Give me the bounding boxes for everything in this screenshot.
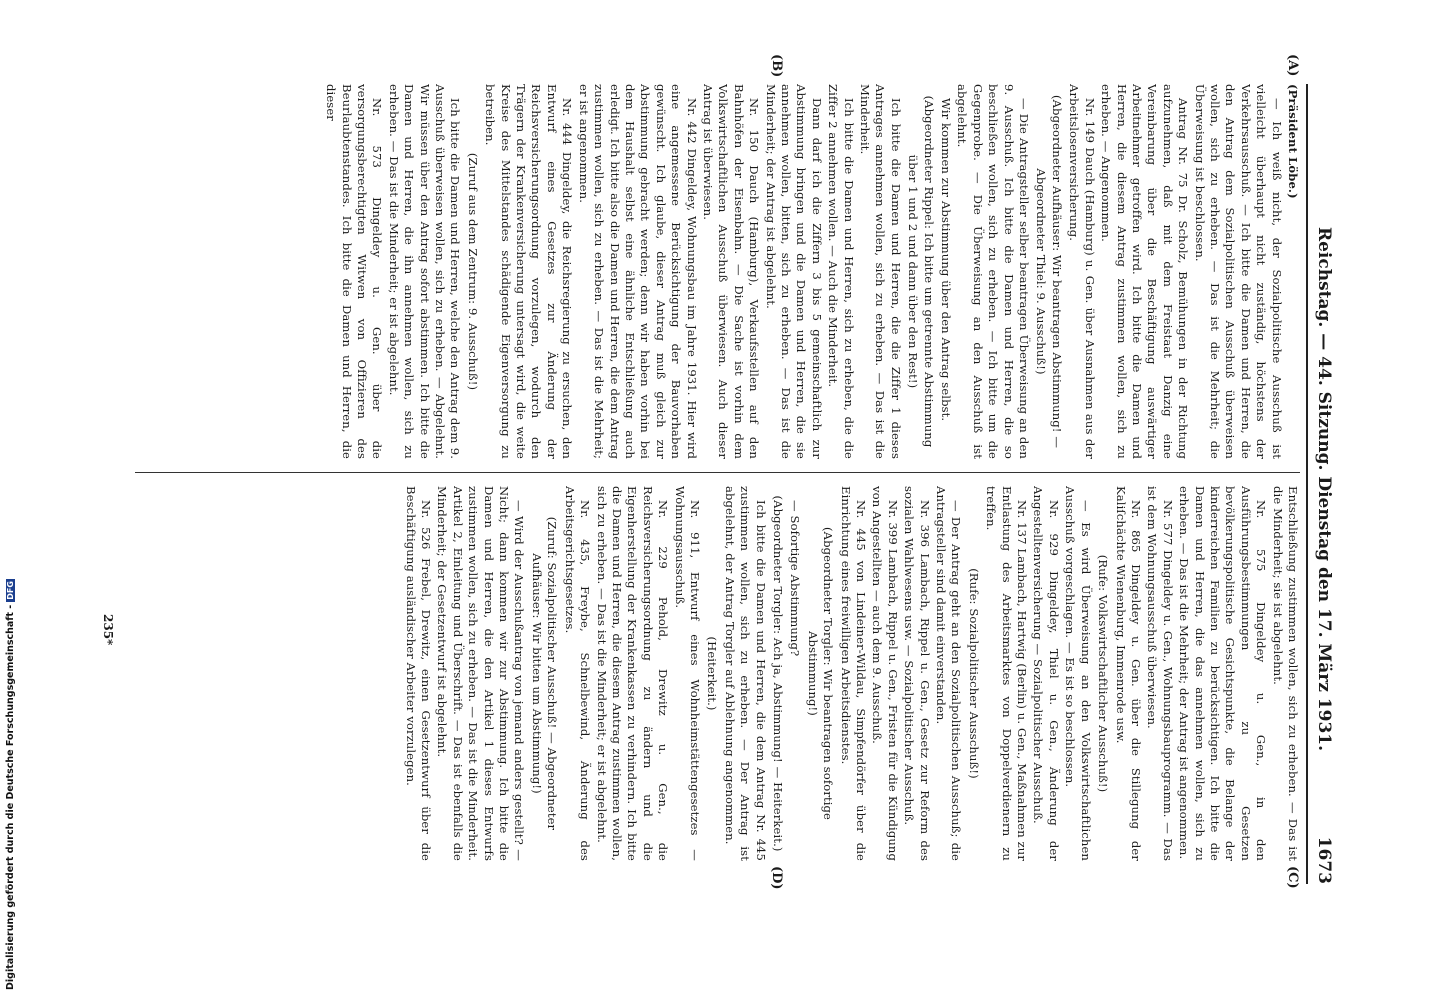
digitization-credit — [5, 579, 16, 990]
paragraph: Ich bitte die Damen und Herren, sich zu erheben, die die Ziffer 2 annehmen wollen. — Auch die Minderheit. — [826, 84, 856, 459]
margin-marker-b: (B) — [769, 54, 784, 78]
paragraph: Ich bitte die Damen und Herren, die dem Antrag Nr. 445 zustimmen wollen, sich zu erheben. — Der Antrag ist abgelehnt, der Antrag Torgler auf Ablehnung angenommen. — [722, 486, 768, 861]
speaker-label: (Präsident Löbe.) — [1286, 84, 1300, 199]
interjection: (Abgeordneter Aufhäuser: Wir beantragen Abstimmung! — Abgeordneter Thiel: 9. Ausschuß!) — [1034, 94, 1064, 449]
paragraph: Nr. 929 Dingeldey, Thiel u. Gen., Änderung der Angestelltenversicherung — Sozialpolitischer Ausschuß. — [1031, 486, 1061, 861]
interjection: (Rufe: Volkswirtschaftlicher Ausschuß!) — [1096, 554, 1111, 793]
paragraph: Nr. 149 Dauch (Hamburg) u. Gen. über Ausnahmen aus der Arbeitslosenversicherung. — [1067, 84, 1097, 459]
paragraph: Nr. 150 Dauch (Hamburg), Verkaufsstellen auf den Bahnhöfen der Eisenbahn. — Die Sache ist vorhin dem Volkswirtschaftlichen Ausschuß überwiesen. Auch dieser Antrag ist überwiesen. — [700, 84, 762, 459]
paragraph: Nr. 444 Dingeldey, die Reichsregierung zu ersuchen, den Entwurf eines Gesetzes zur Änderung der Reichsversicherungsordnung vorzulegen, wodurch den Trägern der Krankenversicherung untersagt wird, die weite Kreise des Mittelstandes schädigende Eigenversorgung zu betreiben. — [483, 84, 575, 459]
paragraph: Ich bitte die Damen und Herren, die die Ziffer 1 dieses Antrages annehmen wollen, sich zu erheben. — Das ist die Minderheit. — [858, 84, 903, 459]
header-rule — [1306, 84, 1308, 884]
right-column — [130, 486, 1300, 861]
left-column — [130, 84, 1300, 459]
paragraph: Nr. 137 Lambach, Hartwig (Berlin) u. Gen., Maßnahmen zur Entlastung des Arbeitsmarktes von Doppelverdienern zu treffen. — [984, 486, 1030, 861]
credit-text: Digitalisierung gefördert durch die Deutsche Forschungsgemeinschaft - — [5, 604, 16, 990]
paragraph: Nr. 526 Frebel, Drewitz, einen Gesetzentwurf über die Beschäftigung ausländischer Arbeiter vorzulegen. — [403, 486, 434, 861]
paragraph: Nr. 399 Lambach, Rippel u. Gen., Fristen für die Kündigung von Angestellten — auch dem 9. Ausschuß. — [870, 486, 900, 861]
document-page — [90, 54, 1340, 894]
margin-marker-d: (D) — [769, 866, 784, 890]
paragraph: — Die Antragsteller selber beantragen Überweisung an den 9. Ausschuß. Ich bitte die Damen und Herren, die so beschließen wollen, sich zu erheben. — Ich bitte um die Gegenprobe. — Die Überweisung an den Ausschuß ist abgelehnt. — [955, 84, 1032, 459]
interjection: (Heiterkeit.) — [705, 636, 720, 711]
margin-marker-a: (A) — [1285, 54, 1300, 77]
interjection: (Zuruf: Sozialpolitischer Ausschuß! — Abgeordneter Aufhäuser: Wir bitten um Abstimmung!) — [529, 516, 560, 831]
paragraph: Entschließung zustimmen wollen, sich zu erheben. — Das ist die Minderheit; sie ist abgelehnt. — [1270, 486, 1300, 861]
paragraph: Nr. 396 Lambach, Rippel u. Gen., Gesetz zur Reform des sozialen Wahlwesens usw. — Sozialpolitischer Ausschuß. — [902, 486, 932, 861]
paragraph: — Der Antrag geht an den Sozialpolitischen Ausschuß; die Antragsteller sind damit einverstanden. — [934, 486, 964, 861]
paragraph: Nr. 865 Dingeldey u. Gen. über die Stillegung der Kaliſchächte Wienenburg, Immenrode usw. — [1113, 486, 1143, 861]
column-divider — [135, 472, 1300, 473]
paragraph: Nr. 229 Pehold, Drewitz u. Gen., die Reichsversicherungsordnung zu ändern und die Eigenherstellung der Krankenkassen zu verhindern. Ich bitte die Damen und Herren, die diesem Antrag zustimmen wollen, sich zu erheben. — Das ist die Minderheit; er ist abgelehnt. — [594, 486, 671, 861]
paragraph: Nr. 577 Dingeldey u. Gen., Wohnungsbauprogramm. — Das ist dem Wohnungsausschuß überwiesen. — [1145, 486, 1175, 861]
interjection: (Rufe: Sozialpolitischer Ausschuß!) — [966, 568, 981, 779]
paragraph: Nr. 911, Entwurf eines Wohnheimstättengesetzes — Wohnungsausschuß. — [672, 486, 702, 861]
page-number: 1673 — [1314, 836, 1334, 884]
paragraph: — Sofortige Abstimmung? — [788, 500, 803, 657]
interjection: (Abgeordneter Torgler: Wir beantragen sofortige Abstimmung!) — [805, 526, 836, 821]
paragraph: Nr. 442 Dingeldey, Wohnungsbau im Jahre 1931. Hier wird eine angemessene Berücksichtigung der Bauvorhaben gewünscht. Ich glaube, dieser Antrag muß gleich zur Abstimmung gebracht werden; denn wir haben vorhin bei dem Haushalt selbst eine ähnliche Entschließung auch erledigt. Ich bitte also die Damen und Herren, die dem Antrag zustimmen wollen, sich zu erheben. — Das ist die Mehrheit; er ist angenommen. — [576, 84, 699, 459]
dfg-logo: DFG — [6, 581, 15, 600]
margin-marker-c: (C) — [1285, 866, 1300, 889]
paragraph: Antrag Nr. 75 Dr. Scholz, Bemühungen in der Richtung aufzunehmen, daß mit dem Freistaat Danzig eine Vereinbarung über die Beschäftigung auswärtiger Arbeitnehmer getroffen wird. Ich bitte die Damen und Herren, die diesem Antrag zustimmen wollen, sich zu erheben. — Angenommen. — [1099, 84, 1191, 459]
paragraph: Wir kommen zur Abstimmung über den Antrag selbst. — [939, 98, 954, 422]
interjection: (Abgeordneter Torgler: Ach ja, Abstimmung! — Heiterkeit.) — [771, 495, 785, 852]
interjection: (Zuruf aus dem Zentrum: 9. Ausschuß!) — [465, 152, 480, 391]
signature-mark: 235* — [101, 614, 115, 646]
paragraph: Nr. 445 von Lindeiner-Wildau, Simpfendörfer über die Einrichtung eines freiwilligen Arbeitsdienstes. — [838, 486, 869, 861]
paragraph: — Wird der Ausschußantrag von jemand anders gestellt? — Nicht; dann kommen wir zur Abstimmung. Ich bitte die Damen und Herren, die den Artikel 1 dieses Entwurfs zustimmen wollen, sich zu erheben. — Das ist die Minderheit. Artikel 2, Einleitung und Überschrift. — Das ist ebenfalls die Minderheit; der Gesetzentwurf ist abgelehnt. — [435, 486, 527, 861]
page-header — [1306, 84, 1334, 884]
paragraph: Nr. 575 Dingeldey u. Gen., in den Ausführungsbestimmungen zu Gesetzen bevölkerungspolitische Gesichtspunkte, die Belange der kinderreichen Familien zu berücksichtigen. Ich bitte die Damen und Herren, die das annehmen wollen, sich zu erheben. — Das ist die Mehrheit; der Antrag ist angenommen. — [1177, 486, 1269, 861]
interjection: (Abgeordneter Rippel: Ich bitte um getrennte Abstimmung über 1 und 2 und dann über den Rest!) — [906, 95, 936, 448]
paragraph: Nr. 573 Dingeldey u. Gen. über die versorgungsberechtigten Witwen von Offizieren des Beurlaubtenstandes. Ich bitte die Damen und Herren, die dieser — [324, 84, 385, 459]
paragraph: — Ich weiß nicht, der Sozialpolitische Ausschuß ist vielleicht überhaupt nicht zuständig, höchstens der Verkehrsausschuß. — Ich bitte die Damen und Herren, die den Antrag dem Sozialpolitischen Ausschuß überweisen wollen, sich zu erheben. — Das ist die Mehrheit; die Überweisung ist beschlossen. — [1192, 84, 1284, 459]
paragraph: — Es wird Überweisung an den Volkswirtschaftlichen Ausschuß vorgeschlagen. — Es ist so beschlossen. — [1063, 486, 1093, 861]
paragraph: Ich bitte die Damen und Herren, welche den Antrag dem 9. Ausschuß überweisen wollen, sich zu erheben. — Abgelehnt. Wir müssen über den Antrag sofort abstimmen. Ich bitte die Damen und Herren, die ihn annehmen wollen, sich zu erheben. — Das ist die Minderheit; er ist abgelehnt. — [386, 84, 463, 459]
paragraph: Dann darf ich die Ziffern 3 bis 5 gemeinschaftlich zur Abstimmung bringen und die Damen und Herren, die sie annehmen wollen, bitten, sich zu erheben. — Das ist die Minderheit; der Antrag ist abgelehnt. — [763, 84, 824, 459]
paragraph: Nr. 435, Freybe, Schnelbewind, Änderung des Arbeitsgerichtsgesetzes. — [562, 486, 593, 861]
running-title: Reichstag. — 44. Sitzung. Dienstag den 17. März 1931. — [1314, 226, 1334, 752]
